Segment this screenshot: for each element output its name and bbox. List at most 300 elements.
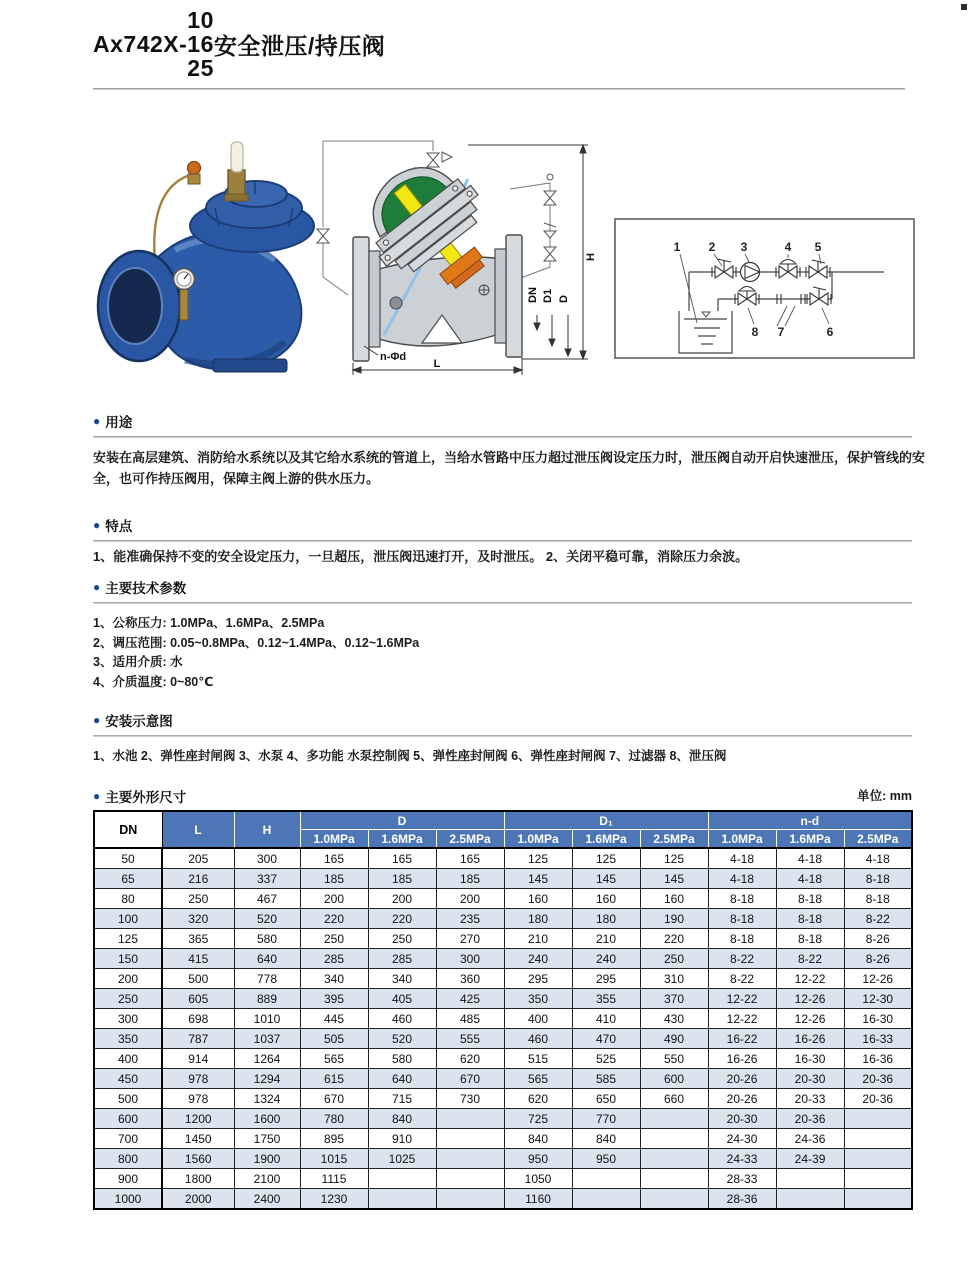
section-heading-install: ● 安装示意图 (93, 713, 173, 729)
value-cell: 125 (504, 848, 572, 869)
col-header-h: H (234, 811, 300, 848)
schematic-label-5: 5 (814, 240, 822, 254)
col-header-pressure: 1.6MPa (368, 830, 436, 849)
value-cell: 125 (640, 848, 708, 869)
value-cell: 8-18 (708, 929, 776, 949)
value-cell: 620 (436, 1049, 504, 1069)
value-cell: 16-22 (708, 1029, 776, 1049)
value-cell: 4-18 (844, 848, 912, 869)
value-cell: 780 (300, 1109, 368, 1129)
table-row (94, 1009, 912, 1029)
schematic-label-3: 3 (740, 240, 748, 254)
value-cell: 698 (162, 1009, 234, 1029)
title-pressure-stack (187, 8, 214, 80)
value-cell: 550 (640, 1049, 708, 1069)
value-cell: 4-18 (708, 848, 776, 869)
value-cell: 555 (436, 1029, 504, 1049)
value-cell: 145 (640, 869, 708, 889)
page-title (93, 8, 385, 80)
value-cell: 160 (572, 889, 640, 909)
value-cell: 28-36 (708, 1189, 776, 1210)
value-cell: 240 (504, 949, 572, 969)
value-cell (640, 1169, 708, 1189)
value-cell: 950 (572, 1149, 640, 1169)
dim-label-d: D (558, 295, 570, 303)
param-item: 3、适用介质: 水 (93, 655, 183, 669)
value-cell: 1115 (300, 1169, 368, 1189)
dn-cell: 800 (94, 1149, 162, 1169)
dn-cell: 80 (94, 889, 162, 909)
table-row (94, 1029, 912, 1049)
value-cell: 12-22 (708, 1009, 776, 1029)
col-header-pressure: 2.5MPa (844, 830, 912, 849)
value-cell: 415 (162, 949, 234, 969)
section-divider (93, 602, 912, 604)
value-cell: 8-26 (844, 949, 912, 969)
table-row (94, 929, 912, 949)
value-cell: 520 (234, 909, 300, 929)
value-cell: 8-22 (776, 949, 844, 969)
install-legend: 1、水池 2、弹性座封闸阀 3、水泵 4、多功能 水泵控制阀 5、弹性座封闸阀 6、弹性座封闸阀 7、过滤器 8、泄压阀 (93, 749, 727, 763)
dn-cell: 300 (94, 1009, 162, 1029)
dn-cell: 150 (94, 949, 162, 969)
value-cell (640, 1149, 708, 1169)
param-item: 2、调压范围: 0.05~0.8MPa、0.12~1.4MPa、0.12~1.6MPa (93, 635, 420, 650)
value-cell: 8-22 (708, 949, 776, 969)
value-cell (640, 1189, 708, 1210)
value-cell (436, 1109, 504, 1129)
table-row (94, 1129, 912, 1149)
value-cell: 395 (300, 989, 368, 1009)
value-cell: 210 (572, 929, 640, 949)
value-cell: 500 (162, 969, 234, 989)
col-header-pressure: 2.5MPa (640, 830, 708, 849)
value-cell: 24-36 (776, 1129, 844, 1149)
dn-cell: 700 (94, 1129, 162, 1149)
col-header-pressure: 1.0MPa (300, 830, 368, 849)
schematic-label-7: 7 (777, 325, 785, 339)
value-cell (776, 1169, 844, 1189)
value-cell: 1025 (368, 1149, 436, 1169)
value-cell: 1230 (300, 1189, 368, 1210)
dn-cell: 400 (94, 1049, 162, 1069)
table-row (94, 1049, 912, 1069)
value-cell: 16-33 (844, 1029, 912, 1049)
value-cell: 467 (234, 889, 300, 909)
value-cell: 1037 (234, 1029, 300, 1049)
value-cell: 370 (640, 989, 708, 1009)
pressure-10: 10 (187, 7, 214, 33)
value-cell: 4-18 (776, 848, 844, 869)
value-cell: 615 (300, 1069, 368, 1089)
value-cell (572, 1189, 640, 1210)
value-cell: 8-18 (708, 909, 776, 929)
value-cell (436, 1189, 504, 1210)
value-cell: 220 (300, 909, 368, 929)
value-cell: 580 (234, 929, 300, 949)
value-cell: 12-22 (708, 989, 776, 1009)
bullet-icon: ● (93, 580, 101, 594)
value-cell: 200 (368, 889, 436, 909)
value-cell: 16-30 (776, 1049, 844, 1069)
value-cell: 160 (504, 889, 572, 909)
dim-label-d1: D1 (542, 288, 554, 303)
value-cell: 525 (572, 1049, 640, 1069)
usage-paragraph: 安装在高层建筑、消防给水系统以及其它给水系统的管道上，当给水管路中压力超过泄压阀设定压力时，泄压阀自动开启快速泄压，保护管线的安全，也可作持压阀用，保障主阀上游的供水压力。 (93, 450, 926, 486)
value-cell: 295 (572, 969, 640, 989)
value-cell: 660 (640, 1089, 708, 1109)
value-cell (776, 1189, 844, 1210)
value-cell: 1600 (234, 1109, 300, 1129)
value-cell (436, 1169, 504, 1189)
value-cell: 200 (300, 889, 368, 909)
value-cell (436, 1129, 504, 1149)
schematic-label-2: 2 (708, 240, 716, 254)
dn-cell: 500 (94, 1089, 162, 1109)
value-cell: 250 (368, 929, 436, 949)
value-cell: 950 (504, 1149, 572, 1169)
table-row (94, 869, 912, 889)
dim-label-h: H (585, 253, 597, 261)
features-paragraph: 1、能准确保持不变的安全设定压力，一旦超压，泄压阀迅速打开，及时泄压。 2、关闭平稳可靠，消除压力余波。 (93, 549, 749, 564)
value-cell: 770 (572, 1109, 640, 1129)
value-cell: 180 (504, 909, 572, 929)
table-row (94, 848, 912, 869)
pressure-25: 25 (187, 55, 214, 81)
value-cell: 145 (572, 869, 640, 889)
value-cell: 8-18 (844, 889, 912, 909)
value-cell: 20-36 (776, 1109, 844, 1129)
value-cell: 20-36 (844, 1069, 912, 1089)
value-cell: 8-18 (776, 929, 844, 949)
value-cell: 1560 (162, 1149, 234, 1169)
installation-schematic (614, 218, 915, 359)
value-cell: 250 (162, 889, 234, 909)
table-row (94, 969, 912, 989)
value-cell: 24-30 (708, 1129, 776, 1149)
bullet-icon: ● (93, 518, 101, 532)
value-cell: 235 (436, 909, 504, 929)
value-cell: 200 (436, 889, 504, 909)
value-cell: 220 (368, 909, 436, 929)
value-cell: 310 (640, 969, 708, 989)
dn-cell: 100 (94, 909, 162, 929)
value-cell: 520 (368, 1029, 436, 1049)
col-header-pressure: 2.5MPa (436, 830, 504, 849)
col-header-pressure: 1.6MPa (572, 830, 640, 849)
col-header-pressure: 1.6MPa (776, 830, 844, 849)
value-cell: 565 (300, 1049, 368, 1069)
value-cell: 12-26 (844, 969, 912, 989)
value-cell: 2000 (162, 1189, 234, 1210)
dn-cell: 50 (94, 848, 162, 869)
value-cell: 20-30 (708, 1109, 776, 1129)
value-cell: 620 (504, 1089, 572, 1109)
value-cell (368, 1189, 436, 1210)
value-cell: 205 (162, 848, 234, 869)
value-cell: 350 (504, 989, 572, 1009)
table-row (94, 1109, 912, 1129)
value-cell: 778 (234, 969, 300, 989)
value-cell: 365 (162, 929, 234, 949)
value-cell: 650 (572, 1089, 640, 1109)
value-cell: 889 (234, 989, 300, 1009)
schematic-label-1: 1 (673, 240, 681, 254)
dn-cell: 1000 (94, 1189, 162, 1210)
table-row (94, 1089, 912, 1109)
value-cell: 160 (640, 889, 708, 909)
tech-params-list (93, 614, 793, 692)
value-cell: 1800 (162, 1169, 234, 1189)
pressure-16: 16 (187, 31, 214, 57)
table-row (94, 1169, 912, 1189)
dim-label-dn: DN (527, 287, 539, 303)
value-cell: 515 (504, 1049, 572, 1069)
value-cell: 914 (162, 1049, 234, 1069)
value-cell: 1050 (504, 1169, 572, 1189)
dim-label-nd: n-Φd (380, 351, 407, 363)
value-cell (368, 1169, 436, 1189)
section-view-drawing (300, 127, 600, 385)
value-cell: 605 (162, 989, 234, 1009)
dn-cell: 125 (94, 929, 162, 949)
table-row (94, 909, 912, 929)
value-cell: 4-18 (776, 869, 844, 889)
value-cell (844, 1129, 912, 1149)
value-cell: 185 (436, 869, 504, 889)
value-cell (572, 1169, 640, 1189)
value-cell: 1750 (234, 1129, 300, 1149)
value-cell: 12-26 (776, 1009, 844, 1029)
value-cell: 978 (162, 1089, 234, 1109)
value-cell: 1160 (504, 1189, 572, 1210)
value-cell: 340 (368, 969, 436, 989)
value-cell: 895 (300, 1129, 368, 1149)
table-row (94, 949, 912, 969)
section-view-diagram (300, 127, 600, 385)
section-heading-features: ● 特点 (93, 518, 133, 534)
table-row (94, 989, 912, 1009)
schematic-label-6: 6 (826, 325, 834, 339)
value-cell: 400 (504, 1009, 572, 1029)
dn-cell: 900 (94, 1169, 162, 1189)
col-group-d1: D₁ (504, 811, 708, 830)
bullet-icon: ● (93, 713, 101, 727)
value-cell: 24-39 (776, 1149, 844, 1169)
value-cell: 185 (300, 869, 368, 889)
value-cell: 425 (436, 989, 504, 1009)
value-cell: 180 (572, 909, 640, 929)
col-header-pressure: 1.0MPa (708, 830, 776, 849)
section-divider (93, 540, 912, 542)
value-cell: 28-33 (708, 1169, 776, 1189)
table-row (94, 1149, 912, 1169)
value-cell: 460 (368, 1009, 436, 1029)
value-cell: 840 (572, 1129, 640, 1149)
value-cell (844, 1109, 912, 1129)
value-cell: 337 (234, 869, 300, 889)
dimensions-table-body (94, 848, 912, 1209)
installation-drawing (614, 218, 915, 359)
value-cell: 1015 (300, 1149, 368, 1169)
value-cell: 8-26 (844, 929, 912, 949)
value-cell: 485 (436, 1009, 504, 1029)
value-cell: 12-30 (844, 989, 912, 1009)
value-cell: 12-22 (776, 969, 844, 989)
value-cell: 20-33 (776, 1089, 844, 1109)
value-cell: 165 (300, 848, 368, 869)
value-cell: 430 (640, 1009, 708, 1029)
value-cell: 1324 (234, 1089, 300, 1109)
value-cell: 250 (640, 949, 708, 969)
value-cell: 125 (572, 848, 640, 869)
value-cell: 340 (300, 969, 368, 989)
value-cell: 8-18 (776, 909, 844, 929)
value-cell: 16-26 (708, 1049, 776, 1069)
value-cell: 840 (368, 1109, 436, 1129)
unit-label: 单位: mm (857, 789, 912, 803)
value-cell: 250 (300, 929, 368, 949)
value-cell: 670 (300, 1089, 368, 1109)
col-group-d: D (300, 811, 504, 830)
dn-cell: 600 (94, 1109, 162, 1129)
dn-cell: 350 (94, 1029, 162, 1049)
value-cell: 1900 (234, 1149, 300, 1169)
value-cell: 730 (436, 1089, 504, 1109)
table-row (94, 1069, 912, 1089)
section-heading-tech-params: ● 主要技术参数 (93, 580, 187, 596)
dn-cell: 200 (94, 969, 162, 989)
value-cell: 1294 (234, 1069, 300, 1089)
value-cell (640, 1109, 708, 1129)
value-cell: 978 (162, 1069, 234, 1089)
value-cell: 216 (162, 869, 234, 889)
table-row (94, 1189, 912, 1210)
value-cell: 285 (300, 949, 368, 969)
value-cell: 725 (504, 1109, 572, 1129)
param-item: 1、公称压力: 1.0MPa、1.6MPa、2.5MPa (93, 616, 325, 630)
value-cell: 2400 (234, 1189, 300, 1210)
section-divider (93, 735, 912, 737)
value-cell: 320 (162, 909, 234, 929)
table-row (94, 889, 912, 909)
valve-photo-illustration (95, 130, 320, 380)
value-cell: 16-26 (776, 1029, 844, 1049)
value-cell: 2100 (234, 1169, 300, 1189)
schematic-label-4: 4 (784, 240, 792, 254)
value-cell: 565 (504, 1069, 572, 1089)
value-cell: 405 (368, 989, 436, 1009)
title-divider (93, 88, 905, 90)
value-cell (844, 1189, 912, 1210)
value-cell: 240 (572, 949, 640, 969)
scan-artifact (961, 4, 967, 10)
bullet-icon: ● (93, 414, 101, 428)
param-item: 4、介质温度: 0~80℃ (93, 674, 214, 689)
value-cell: 715 (368, 1089, 436, 1109)
value-cell: 787 (162, 1029, 234, 1049)
value-cell: 505 (300, 1029, 368, 1049)
value-cell: 585 (572, 1069, 640, 1089)
value-cell: 580 (368, 1049, 436, 1069)
value-cell: 300 (234, 848, 300, 869)
value-cell: 16-36 (844, 1049, 912, 1069)
value-cell: 1450 (162, 1129, 234, 1149)
value-cell: 445 (300, 1009, 368, 1029)
value-cell: 910 (368, 1129, 436, 1149)
value-cell: 285 (368, 949, 436, 969)
value-cell: 8-18 (776, 889, 844, 909)
value-cell: 165 (368, 848, 436, 869)
value-cell: 640 (368, 1069, 436, 1089)
value-cell (640, 1129, 708, 1149)
col-group-nd: n-d (708, 811, 912, 830)
dimensions-table (93, 810, 913, 1210)
value-cell: 20-36 (844, 1089, 912, 1109)
valve-photo (95, 130, 320, 380)
section-divider (93, 436, 912, 438)
value-cell: 210 (504, 929, 572, 949)
value-cell (844, 1149, 912, 1169)
value-cell: 355 (572, 989, 640, 1009)
title-model-prefix: Ax742X- (93, 30, 188, 57)
value-cell: 1200 (162, 1109, 234, 1129)
value-cell: 1010 (234, 1009, 300, 1029)
value-cell: 16-30 (844, 1009, 912, 1029)
value-cell: 8-18 (708, 889, 776, 909)
value-cell: 360 (436, 969, 504, 989)
value-cell: 410 (572, 1009, 640, 1029)
value-cell: 670 (436, 1069, 504, 1089)
value-cell: 145 (504, 869, 572, 889)
col-header-pressure: 1.0MPa (504, 830, 572, 849)
section-heading-dimensions: ● 主要外形尺寸 (93, 789, 187, 805)
col-header-l: L (162, 811, 234, 848)
schematic-label-8: 8 (751, 325, 759, 339)
section-heading-usage: ● 用途 (93, 414, 133, 430)
value-cell: 190 (640, 909, 708, 929)
value-cell: 220 (640, 929, 708, 949)
value-cell: 490 (640, 1029, 708, 1049)
value-cell: 185 (368, 869, 436, 889)
value-cell: 8-22 (708, 969, 776, 989)
value-cell: 12-26 (776, 989, 844, 1009)
value-cell (844, 1169, 912, 1189)
value-cell (436, 1149, 504, 1169)
value-cell: 470 (572, 1029, 640, 1049)
value-cell: 20-26 (708, 1089, 776, 1109)
value-cell: 295 (504, 969, 572, 989)
value-cell: 270 (436, 929, 504, 949)
value-cell: 460 (504, 1029, 572, 1049)
dn-cell: 65 (94, 869, 162, 889)
value-cell: 8-18 (844, 869, 912, 889)
value-cell: 20-26 (708, 1069, 776, 1089)
value-cell: 300 (436, 949, 504, 969)
value-cell: 8-22 (844, 909, 912, 929)
col-header-dn: DN (94, 811, 162, 848)
value-cell: 1264 (234, 1049, 300, 1069)
bullet-icon: ● (93, 789, 101, 803)
value-cell: 165 (436, 848, 504, 869)
dn-cell: 450 (94, 1069, 162, 1089)
dn-cell: 250 (94, 989, 162, 1009)
value-cell: 600 (640, 1069, 708, 1089)
value-cell: 640 (234, 949, 300, 969)
value-cell: 840 (504, 1129, 572, 1149)
dim-label-l: L (433, 358, 441, 370)
value-cell: 4-18 (708, 869, 776, 889)
